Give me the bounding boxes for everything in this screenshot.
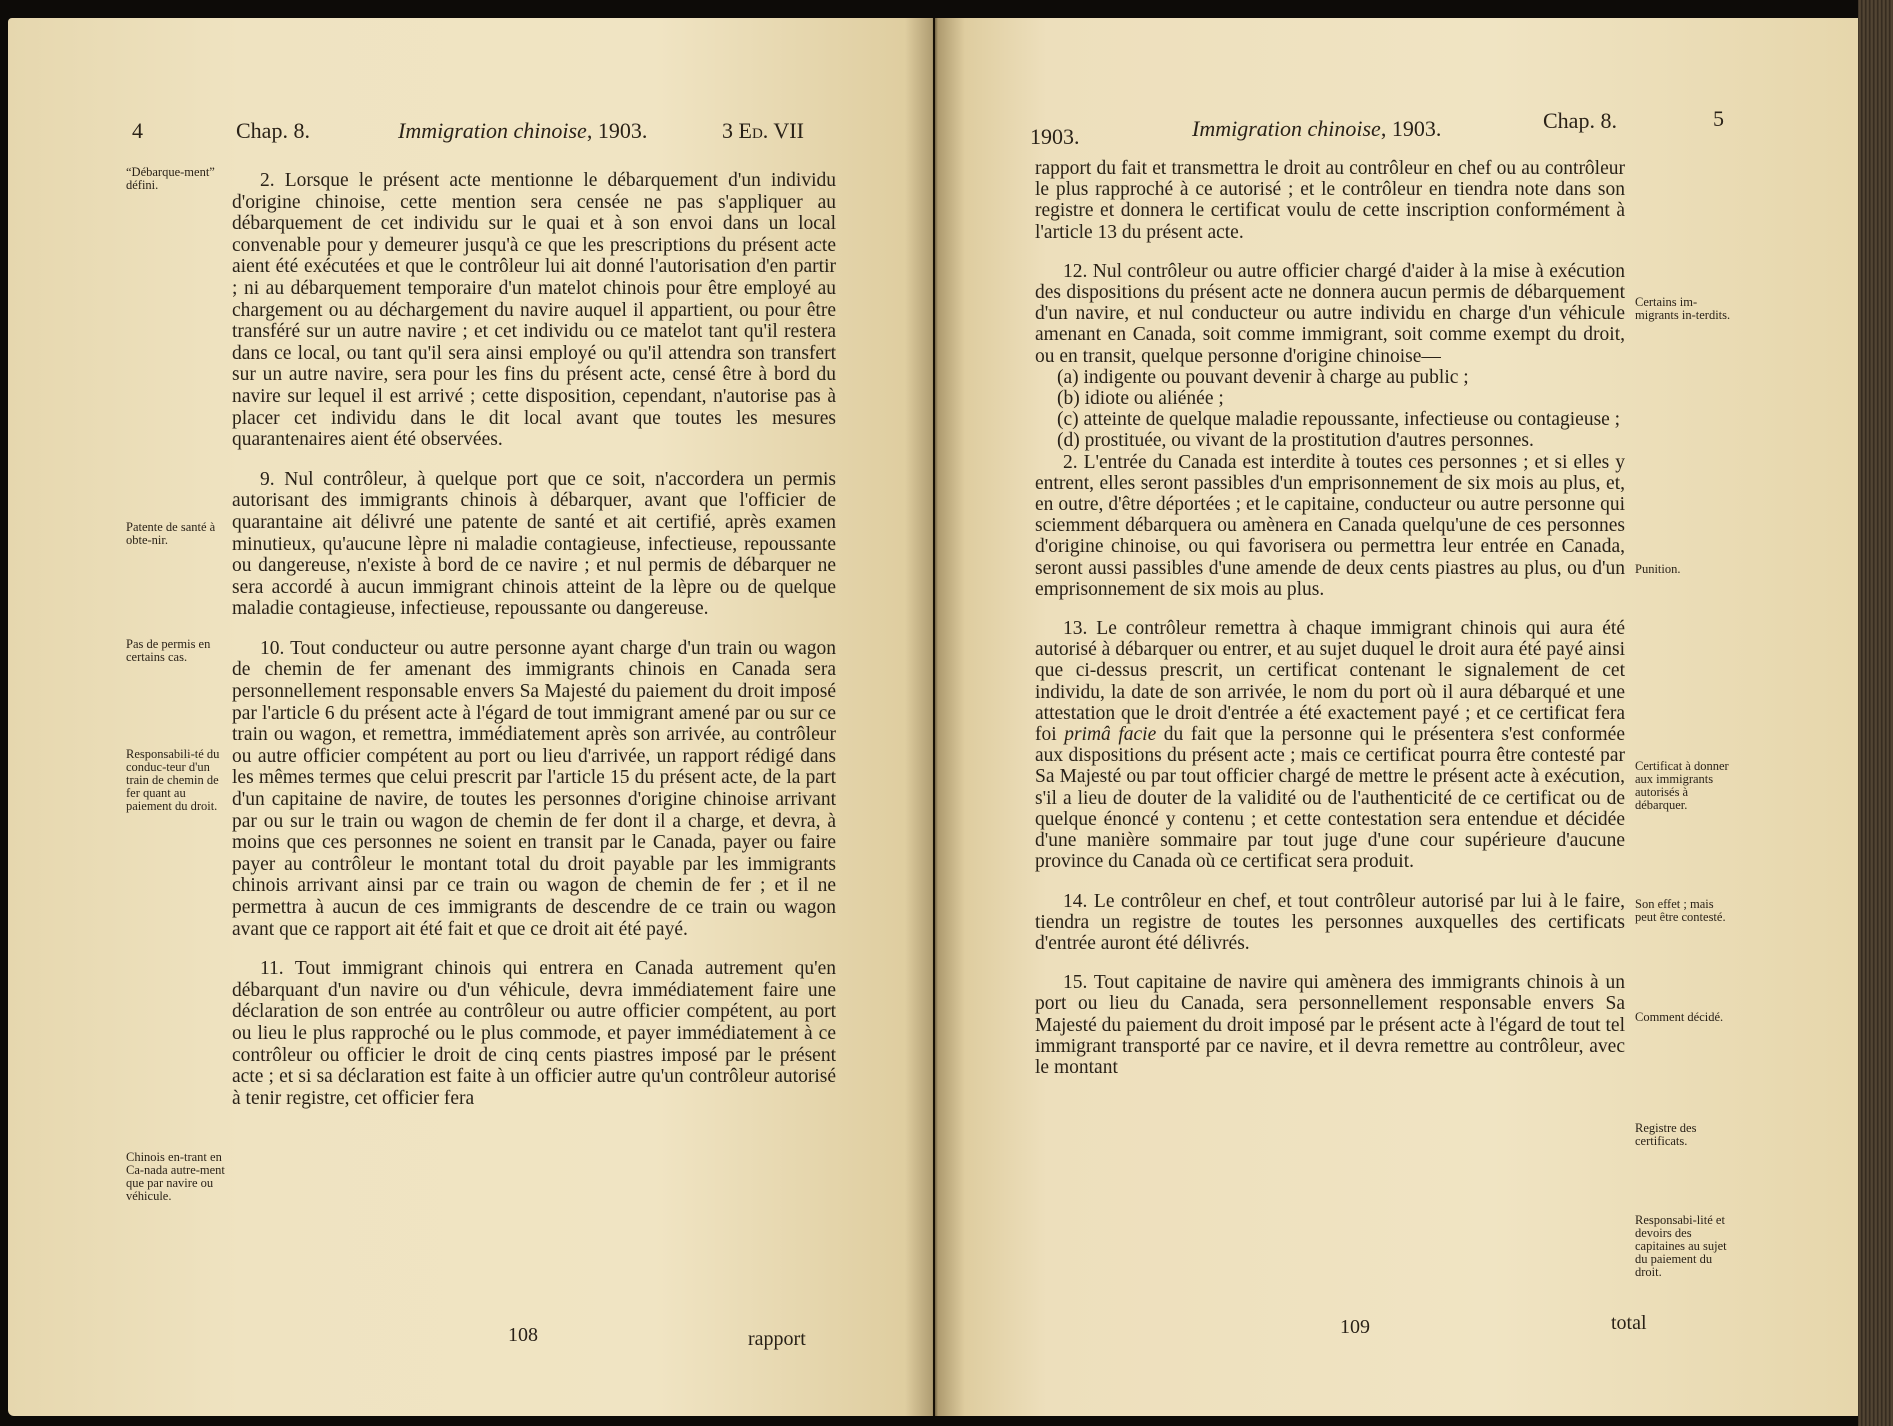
right-running-year: 1903.	[1030, 124, 1080, 149]
margin-note: “Débarque-ment” défini.	[126, 165, 215, 192]
right-running-title: Immigration chinoise, 1903.	[1192, 116, 1442, 141]
section-12-subsection-2: 2. L'entrée du Canada est interdite à toutes ces personnes ; et si elles y entrent, elles seront passibles d'un emprisonnement de six mois au plus, et, en outre, d'être déportées ; et le capitaine, conducteur ou autre personne qui sciemment débarquera ou amènera en Canada quelqu'une de ces personnes d'origine chinoise, ou qui favorisera ou permettra leur entrée en Canada, seront aussi passibles d'une amende de deux cents piastres au plus, ou d'un emprisonnement de six mois au plus.	[1035, 451, 1625, 600]
right-catchword: total	[1611, 1312, 1647, 1334]
left-signature-mark: 108	[508, 1324, 538, 1346]
margin-note: Comment décidé.	[1635, 1010, 1724, 1024]
section-10: 10. Tout conducteur ou autre personne ayant charge d'un train ou wagon de chemin de fer amenant des immigrants chinois en Canada sera personnellement responsable envers Sa Majesté du paiement du droit imposé par l'article 6 du présent acte à l'égard de tout immigrant amené par ou sur ce train ou wagon, et remettra, immédiatement après son arrivée, au contrôleur ou autre officier compétent au port ou lieu d'arrivée, un rapport rédigé dans les mêmes termes que celui prescrit par l'article 15 du présent acte, de la part d'un capitaine de navire, de toutes les personnes d'origine chinoise arrivant par ou sur le train ou wagon de chemin de fer dont il a charge, et devra, à moins que ces personnes ne soient en transit par le Canada, payer ou faire payer au contrôleur le montant total du droit payable par les immigrants chinois arrivant ainsi par ce train ou wagon de chemin de fer ; et il ne permettra à aucun de ces immigrants de descendre de ce train ou wagon avant que ce rapport ait été fait et que ce droit ait été payé.	[232, 637, 836, 940]
continued-paragraph: rapport du fait et transmettra le droit au contrôleur en chef ou au contrôleur le plus rapproché à ce autorisé ; et le contrôleur en tiendra note dans son registre et donnera le certificat voulu de cette inscription conformément à l'article 13 du présent acte.	[1035, 158, 1625, 243]
section-13: 13. Le contrôleur remettra à chaque immigrant chinois qui aura été autorisé à débarquer ou entrer, et au sujet duquel le droit aura été payé ainsi que ci-dessus prescrit, un certificat contenant le signalement de cet individu, la date de son arrivée, le nom du port où il aura débarqué et une attestation que le droit d'entrée a été exactement payé ; et ce certificat fera foi primâ facie du fait que la personne qui le présentera s'est conformée aux dispositions du présent acte ; mais ce certificat pourra être contesté par Sa Majesté ou par tout officier chargé de mettre le présent acte à exécution, s'il a lieu de douter de la validité ou de l'authenticité de ce certificat ou de quelque énoncé y contenu ; et cette contestation sera entendue et décidée d'une manière sommaire par tout juge d'une cour supérieure d'aucune province du Canada où ce certificat sera produit.	[1035, 618, 1625, 873]
list-item: (d) prostituée, ou vivant de la prostitution d'autres personnes.	[1057, 430, 1534, 452]
margin-note: Pas de permis en certains cas.	[126, 637, 211, 664]
left-running-chap: Chap. 8.	[236, 118, 310, 143]
margin-note: Registre des certificats.	[1635, 1121, 1697, 1148]
margin-note: Responsabi-lité et devoirs des capitaines au sujet du paiement du droit.	[1635, 1213, 1727, 1279]
margin-note: Son effet ; mais peut être contesté.	[1635, 897, 1726, 924]
margin-note: Chinois en-trant en Ca-nada autre-ment que par navire ou véhicule.	[126, 1150, 225, 1203]
page-edges	[1858, 0, 1893, 1426]
list-item: (a) indigente ou pouvant devenir à charge au public ;	[1057, 366, 1469, 388]
margin-note: Patente de santé à obte-nir.	[126, 520, 216, 547]
book-gutter	[905, 18, 965, 1416]
section-9: 9. Nul contrôleur, à quelque port que ce soit, n'accordera un permis autorisant des immigrants chinois à débarquer, avant que l'officier de quarantaine ait délivré une patente de santé et ait certifié, après examen minutieux, qu'aucune lèpre ni maladie contagieuse, infectieuse, repoussante ou dangereuse, n'existe à bord de ce navire ; et nul permis de débarquer ne sera accordé à aucun immigrant chinois atteint de la lèpre ou de quelque maladie contagieuse, infectieuse, repoussante ou dangereuse.	[232, 468, 836, 620]
list-item: (c) atteinte de quelque maladie repoussante, infectieuse ou contagieuse ;	[1057, 409, 1621, 431]
left-page-number: 4	[132, 118, 143, 143]
right-running-chap: Chap. 8.	[1543, 108, 1617, 133]
left-running-title: Immigration chinoise, 1903.	[398, 118, 648, 143]
left-catchword: rapport	[748, 1328, 806, 1350]
margin-note: Certificat à donner aux immigrants autorisés à débarquer.	[1635, 759, 1729, 812]
margin-note: Responsabili-té du conduc-teur d'un train de chemin de fer quant au paiement du droit.	[126, 747, 220, 813]
section-15: 15. Tout capitaine de navire qui amènera des immigrants chinois à un port ou lieu du Canada, sera personnellement responsable envers Sa Majesté du paiement du droit imposé par le présent acte à l'égard de tout tel immigrant transporté par ce navire, et il devra remettre au contrôleur, avec le montant	[1035, 972, 1625, 1078]
margin-note: Certains im-migrants in-terdits.	[1635, 295, 1731, 322]
right-signature-mark: 109	[1340, 1316, 1370, 1338]
right-text-column	[1035, 158, 1625, 1078]
section-11: 11. Tout immigrant chinois qui entrera en Canada autrement qu'en débarquant d'un navire ou d'un véhicule, devra immédiatement faire une déclaration de son entrée au contrôleur ou autre officier compétent, au port ou lieu le plus rapproché ou le plus commode, et payer immédiatement à ce contrôleur ou officier le droit de cinq cents piastres imposé par le présent acte ; et si sa déclaration est faite à un officier autre qu'un contrôleur autorisé à tenir registre, cet officier fera	[232, 958, 836, 1109]
left-page	[8, 18, 933, 1416]
left-running-reign: 3 Ed. VII	[722, 118, 804, 143]
right-page-number: 5	[1713, 106, 1724, 131]
margin-note: Punition.	[1635, 562, 1681, 576]
section-14: 14. Le contrôleur en chef, et tout contrôleur autorisé par lui à le faire, tiendra un registre de toutes les personnes auxquelles des certificats d'entrée auront été délivrés.	[1035, 890, 1625, 954]
section-paragraph: 2. Lorsque le présent acte mentionne le débarquement d'un individu d'origine chinoise, cette mention sera censée ne pas s'appliquer au débarquement de cet individu sur le quai et à son envoi dans un local convenable pour y demeurer jusqu'à ce que les prescriptions du présent acte aient été exécutées et que le contrôleur lui ait donné l'autorisation d'en partir ; ni au débarquement temporaire d'un matelot chinois pour être employé au chargement ou au déchargement du navire auquel il appartient, ou pour être transféré sur un autre navire ; et cet individu ou ce matelot tant qu'il restera dans ce local, ou tant qu'il sera ainsi employé ou qu'il attendra son transfert sur un autre navire, sera pour les fins du présent acte, censé être à bord du navire sur lequel il est arrivé ; cette disposition, cependant, n'autorise pas à placer cet individu dans le dit local avant que toutes les mesures quarantenaires aient été observées.	[232, 170, 836, 451]
left-text-column	[232, 170, 836, 1109]
section-12: 12. Nul contrôleur ou autre officier chargé d'aider à la mise à exécution des dispositions du présent acte ne donnera aucun permis de débarquement d'un navire, et nul conducteur ou autre individu en charge d'un véhicule amenant en Canada, soit comme immigrant, soit comme exempt du droit, ou en transit, quelque personne d'origine chinoise—	[1035, 260, 1625, 367]
right-page	[935, 18, 1863, 1416]
list-item: (b) idiote ou aliénée ;	[1057, 388, 1224, 410]
